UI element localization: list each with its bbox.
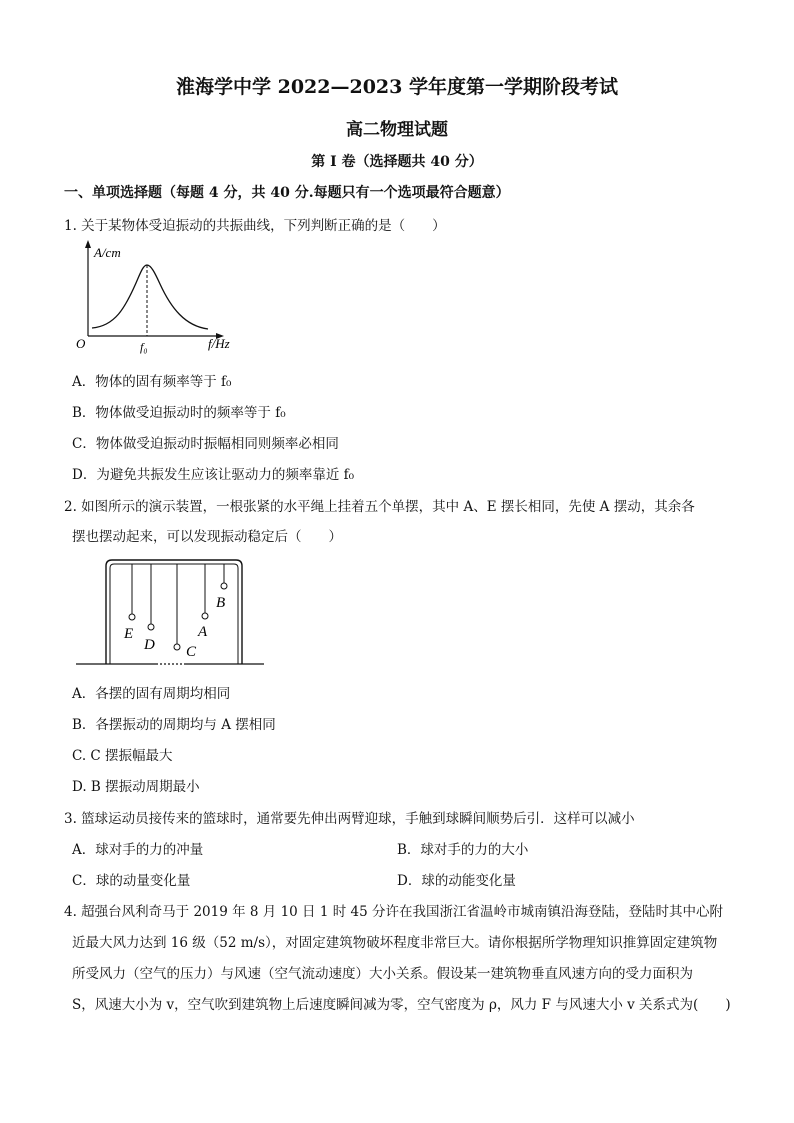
exam-subtitle: 高二物理试题 bbox=[346, 120, 448, 140]
q3-option-a: A．球对手的力的冲量 bbox=[72, 842, 204, 858]
question-4-line2: 近最大风力达到 16 级（52 m/s），对固定建筑物破坏程度非常巨大。请你根据所学物理知识推算固定建筑物 bbox=[72, 935, 718, 951]
q2-option-c: C. C 摆振幅最大 bbox=[72, 748, 173, 764]
q1-option-d: D．为避免共振发生应该让驱动力的频率靠近 f₀ bbox=[72, 467, 355, 483]
q1-option-a: A．物体的固有频率等于 f₀ bbox=[72, 374, 232, 390]
q3-option-d: D．球的动能变化量 bbox=[397, 873, 516, 889]
pendulum-label-d: D bbox=[144, 637, 155, 653]
pendulum-label-e: E bbox=[124, 626, 134, 642]
q2-option-b: B．各摆振动的周期均与 A 摆相同 bbox=[72, 717, 276, 733]
question-4-line3: 所受风力（空气的压力）与风速（空气流动速度）大小关系。假设某一建筑物垂直风速方向的受力面积为 bbox=[72, 966, 693, 982]
section-title: 第 I 卷（选择题共 40 分） bbox=[311, 154, 483, 170]
pendulum-apparatus-figure bbox=[72, 556, 268, 672]
question-2-stem-line2: 摆也摆动起来，可以发现振动稳定后（ ） bbox=[72, 529, 342, 545]
question-3-stem: 3. 篮球运动员接传来的篮球时，通常要先伸出两臂迎球，手触到球瞬间顺势后引．这样可以减小 bbox=[64, 811, 635, 827]
question-2-stem-line1: 2. 如图所示的演示装置，一根张紧的水平绳上挂着五个单摆，其中 A、E 摆长相同，先使 A 摆动，其余各 bbox=[64, 499, 695, 515]
pendulum-label-a: A bbox=[198, 624, 208, 640]
q2-option-a: A．各摆的固有周期均相同 bbox=[72, 686, 231, 702]
question-4-line1: 4. 超强台风利奇马于 2019 年 8 月 10 日 1 时 45 分许在我国浙江省温岭市城南镇沿海登陆，登陆时其中心附 bbox=[64, 904, 723, 920]
peak-frequency-label: f₀ bbox=[140, 340, 148, 354]
q3-option-c: C．球的动量变化量 bbox=[72, 873, 191, 889]
x-axis-label: f/Hz bbox=[208, 336, 230, 351]
question-4-line4: S，风速大小为 v，空气吹到建筑物上后速度瞬间减为零，空气密度为 ρ，风力 F 与风速大小 v 关系式为( ) bbox=[72, 997, 731, 1013]
origin-label: O bbox=[76, 336, 86, 351]
pendulum-label-b: B bbox=[216, 595, 226, 611]
exam-title: 淮海学中学 2022—2023 学年度第一学期阶段考试 bbox=[176, 76, 618, 98]
q3-option-b: B．球对手的力的大小 bbox=[397, 842, 529, 858]
q2-option-d: D. B 摆振动周期最小 bbox=[72, 779, 200, 795]
q1-option-b: B．物体做受迫振动时的频率等于 f₀ bbox=[72, 405, 286, 421]
pendulum-label-c: C bbox=[186, 644, 197, 660]
question-1-stem: 1. 关于某物体受迫振动的共振曲线，下列判断正确的是（ ） bbox=[64, 218, 446, 234]
part-heading: 一、单项选择题（每题 4 分，共 40 分.每题只有一个选项最符合题意） bbox=[64, 185, 510, 201]
resonance-curve-figure bbox=[70, 238, 250, 358]
q1-option-c: C．物体做受迫振动时振幅相同则频率必相同 bbox=[72, 436, 339, 452]
y-axis-label: A/cm bbox=[94, 245, 121, 260]
